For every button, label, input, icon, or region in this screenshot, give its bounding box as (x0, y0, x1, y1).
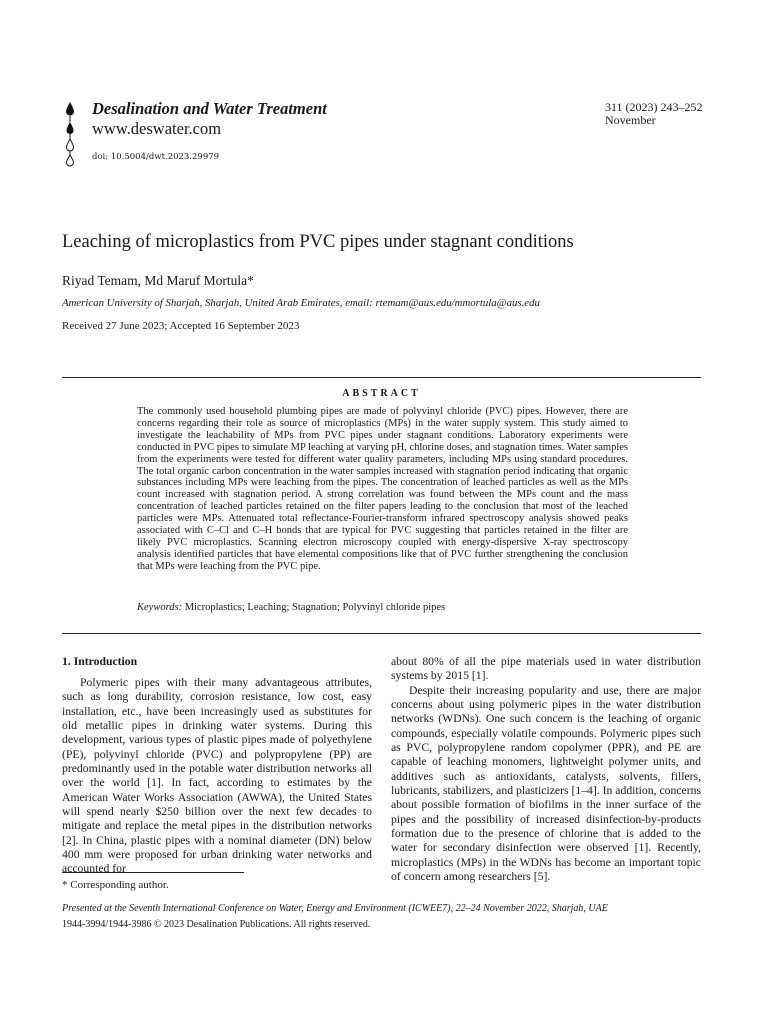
journal-website[interactable]: www.deswater.com (92, 119, 222, 138)
body-paragraph: Despite their increasing popularity and use, there are major concerns about using polymeric pipes in the water distribution networks (WDNs). One such concern is the leaching of organic compounds, especially volatile compounds. Polymeric pipes such as PVC, polypropylene random copolymer (PPR), and PE are capable of leaching monomers, lightweight polymer units, and additives such as antioxidants, catalysts, solvents, fillers, lubricants, stabilizers, and plasticizers [1–4]. In addition, concerns about possible formation of biofilms in the inner surface of the pipes and the possibility of increased disinfection-by-products formation due to the presence of chlorine that is added to the water for secondary disinfection were observed [1]. Recently, microplastics (MPs) in the WDNs has become an important topic of concern among researchers [5]. (391, 683, 701, 884)
keywords-list: Microplastics; Leaching; Stagnation; Polyvinyl chloride pipes (184, 602, 446, 613)
article-title: Leaching of microplastics from PVC pipes under stagnant conditions (62, 232, 574, 252)
body-paragraph: about 80% of all the pipe materials used in water distribution systems by 2015 [1]. (391, 655, 701, 683)
abstract-text (137, 406, 628, 573)
body-paragraph: Polymeric pipes with their many advantageous attributes, such as long durability, corrosion resistance, low cost, easy installation, etc., have been increasingly used as substitutes for old metallic pipes in drinking water systems. During this development, various types of plastic pipes made of polyethylene (PE), polyvinyl chloride (PVC) and polypropylene (PP) are predominantly used in the potable water distribution networks all over the world [1]. In fact, according to estimates by the American Water Works Association (AWWA), the United States will spend nearly $250 billion over the next few decades to mitigate and replace the metal pipes in the distribution networks [2]. In China, plastic pipes with a nominal diameter (DN) below 400 mm were proposed for urban drinking water networks and accounted for (62, 676, 372, 876)
conference-note: Presented at the Seventh International Conference on Water, Energy and Environment (ICWEE7), 22–24 November 2022, Sharjah, UAE (62, 903, 608, 914)
abstract-top-rule (62, 377, 701, 378)
keywords-label: Keywords: (137, 602, 183, 613)
received-dates: Received 27 June 2023; Accepted 16 September 2023 (62, 320, 300, 332)
keywords (137, 602, 445, 613)
copyright: 1944-3994/1944-3986 © 2023 Desalination Publications. All rights reserved. (62, 919, 371, 930)
body-column-right (391, 655, 701, 885)
journal-logo-drops-icon (64, 101, 76, 167)
issue-month: November (605, 113, 656, 127)
abstract-heading: ABSTRACT (342, 388, 421, 399)
abstract-bottom-rule (62, 633, 701, 634)
journal-title: Desalination and Water Treatment (92, 99, 327, 118)
doi[interactable]: doi: 10.5004/dwt.2023.29979 (92, 152, 220, 162)
body-column-left (62, 676, 372, 877)
authors: Riyad Temam, Md Maruf Mortula* (62, 273, 254, 288)
volume-pages: 311 (2023) 243–252 (605, 100, 703, 114)
corresponding-author-note: * Corresponding author. (62, 879, 169, 891)
abstract-paragraph: The commonly used household plumbing pipes are made of polyvinyl chloride (PVC) pipes. However, there are concerns regarding their role as source of microplastics (MPs) in the water supply system. This study aimed to investigate the leachability of MPs from PVC pipes under stagnant conditions. Laboratory experiments were conducted in PVC pipes to simulate MP leaching at varying pH, chlorine doses, and stagnation times. Water samples from the experiments were tested for different water quality parameters, including MPs using standard procedures. The total organic carbon concentration in the water samples increased with stagnation period indicating that organic substances including MPs were leaching from the pipes. The concentration of leached particles as well as the MPs count increased with stagnation period. A strong correlation was found between the MPs count and the mass concentration of leached particles retained on the filter papers leading to the conclusion that most of the leached particles were MPs. Attenuated total reflectance-Fourier-transform infrared spectroscopy analysis showed peaks associated with C–Cl and C–H bonds that are typical for PVC suggesting that particles retained in the filter are likely PVC microplastics. Scanning electron microscopy coupled with energy-dispersive X-ray spectroscopy analysis identified particles that have elemental compositions like that of PVC further strengthening the conclusion that MPs were leaching from the PVC pipe. (137, 406, 628, 572)
section-heading: 1. Introduction (62, 655, 138, 668)
affiliation: American University of Sharjah, Sharjah, United Arab Emirates, email: rtemam@aus.edu/mmortula@aus.edu (62, 297, 540, 309)
footnote-rule (62, 872, 244, 873)
issue-info (605, 101, 703, 127)
